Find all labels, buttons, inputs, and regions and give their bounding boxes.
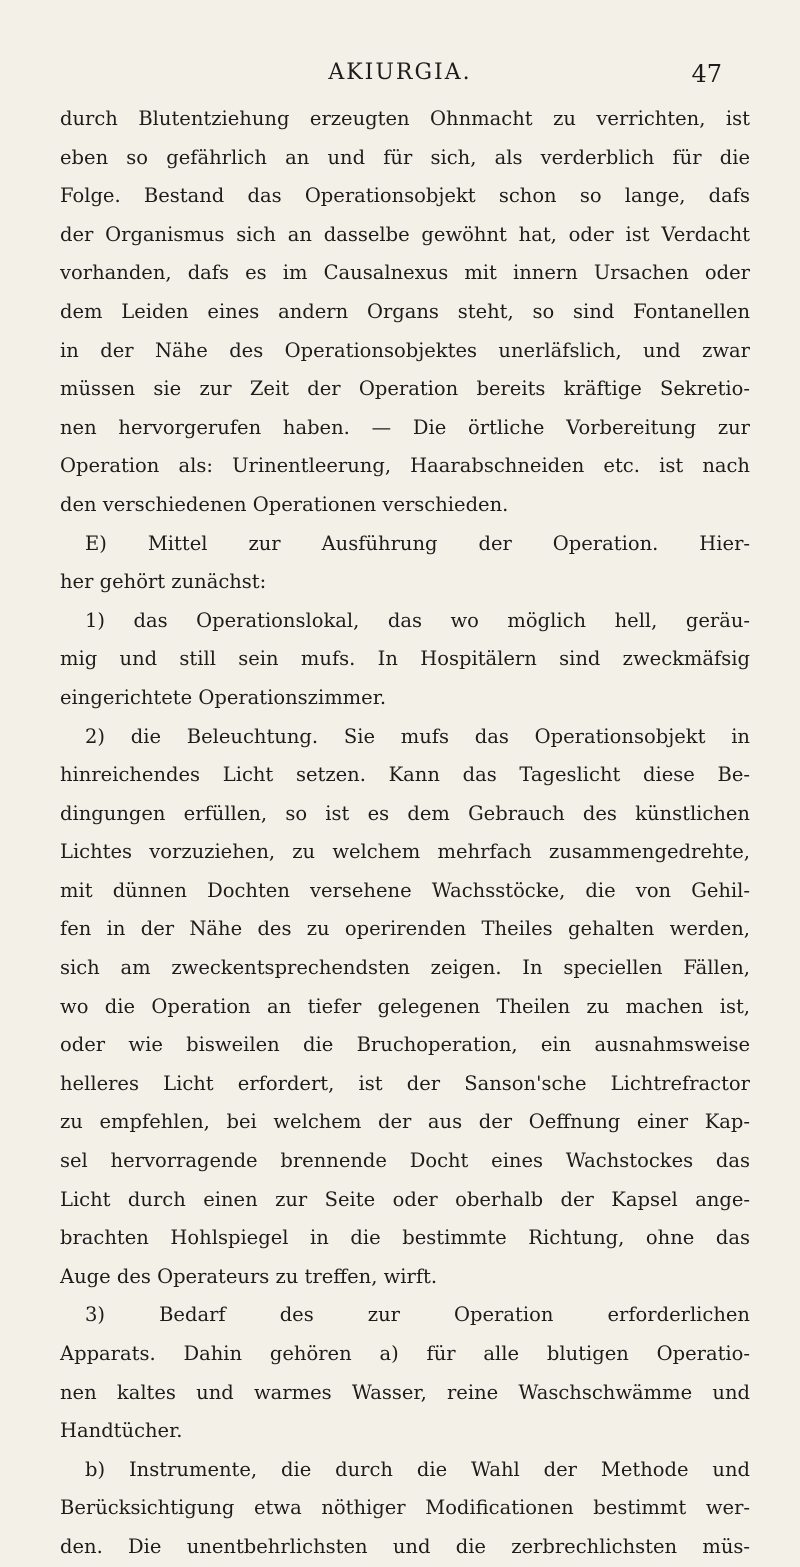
text-line: vorhanden, dafs es im Causalnexus mit innern Ursachen oder — [60, 261, 750, 285]
text-line: nen kaltes und warmes Wasser, reine Waschschwämme und — [60, 1380, 750, 1404]
text-line: Lichtes vorzuziehen, zu welchem mehrfach zusammengedrehte, — [60, 840, 750, 864]
text-line: eben so gefährlich an und für sich, als verderblich für die — [60, 145, 750, 169]
page-number: 47 — [691, 60, 722, 88]
text-line: mit dünnen Dochten versehene Wachsstöcke, die von Gehil- — [60, 878, 750, 902]
text-line: eingerichtete Operationszimmer. — [60, 685, 387, 709]
text-line: hinreichendes Licht setzen. Kann das Tageslicht diese Be- — [60, 763, 750, 787]
body-text — [60, 100, 750, 1567]
text-line: Folge. Bestand das Operationsobjekt schon so lange, dafs — [60, 184, 750, 208]
text-line: sich am zweckentsprechendsten zeigen. In speciellen Fällen, — [60, 956, 750, 980]
text-line: Berücksichtigung etwa nöthiger Modificationen bestimmt wer- — [60, 1496, 750, 1520]
text-line: Handtücher. — [60, 1419, 183, 1443]
text-line: den. Die unentbehrlichsten und die zerbrechlichsten müs- — [60, 1534, 750, 1558]
text-line: nen hervorgerufen haben. — Die örtliche Vorbereitung zur — [60, 415, 750, 439]
text-line: 3) Bedarf des zur Operation erforderlichen — [85, 1303, 750, 1327]
text-line: fen in der Nähe des zu operirenden Theiles gehalten werden, — [60, 917, 750, 941]
page-header — [0, 60, 800, 100]
running-title: AKIURGIA. — [328, 60, 472, 85]
text-line: der Organismus sich an dasselbe gewöhnt hat, oder ist Verdacht — [60, 222, 750, 246]
text-line: dem Leiden eines andern Organs steht, so sind Fontanellen — [60, 299, 750, 323]
text-line: müssen sie zur Zeit der Operation bereits kräftige Sekretio- — [60, 377, 750, 401]
text-line: durch Blutentziehung erzeugten Ohnmacht zu verrichten, ist — [60, 107, 750, 130]
text-line: 1) das Operationslokal, das wo möglich hell, geräu- — [85, 608, 750, 632]
text-line: wo die Operation an tiefer gelegenen Theilen zu machen ist, — [60, 994, 750, 1018]
text-line: sel hervorragende brennende Docht eines Wachstockes das — [60, 1149, 750, 1173]
text-line: zu empfehlen, bei welchem der aus der Oeffnung einer Kap- — [60, 1110, 750, 1134]
text-line: oder wie bisweilen die Bruchoperation, ein ausnahmsweise — [60, 1033, 750, 1057]
text-line: her gehört zunächst: — [60, 570, 267, 594]
text-line: Auge des Operateurs zu treffen, wirft. — [60, 1264, 438, 1288]
text-line: 2) die Beleuchtung. Sie mufs das Operationsobjekt in — [85, 724, 750, 748]
text-line: den verschiedenen Operationen verschieden. — [60, 492, 509, 516]
text-line: brachten Hohlspiegel in die bestimmte Richtung, ohne das — [60, 1226, 750, 1250]
text-line: in der Nähe des Operationsobjektes unerläfslich, und zwar — [60, 338, 750, 362]
text-line: Apparats. Dahin gehören a) für alle blutigen Operatio- — [60, 1342, 750, 1365]
text-line: E) Mittel zur Ausführung der Operation. Hier- — [85, 531, 750, 555]
text-line: mig und still sein mufs. In Hospitälern sind zweckmäfsig — [60, 647, 750, 671]
text-line: Licht durch einen zur Seite oder oberhalb der Kapsel ange- — [60, 1187, 750, 1211]
text-line: Operation als: Urinentleerung, Haarabschneiden etc. ist nach — [60, 454, 750, 478]
text-line: helleres Licht erfordert, ist der Sanson'sche Lichtrefractor — [60, 1071, 750, 1095]
text-line: b) Instrumente, die durch die Wahl der Methode und — [85, 1457, 750, 1481]
text-line: dingungen erfüllen, so ist es dem Gebrauch des künstlichen — [60, 801, 750, 825]
